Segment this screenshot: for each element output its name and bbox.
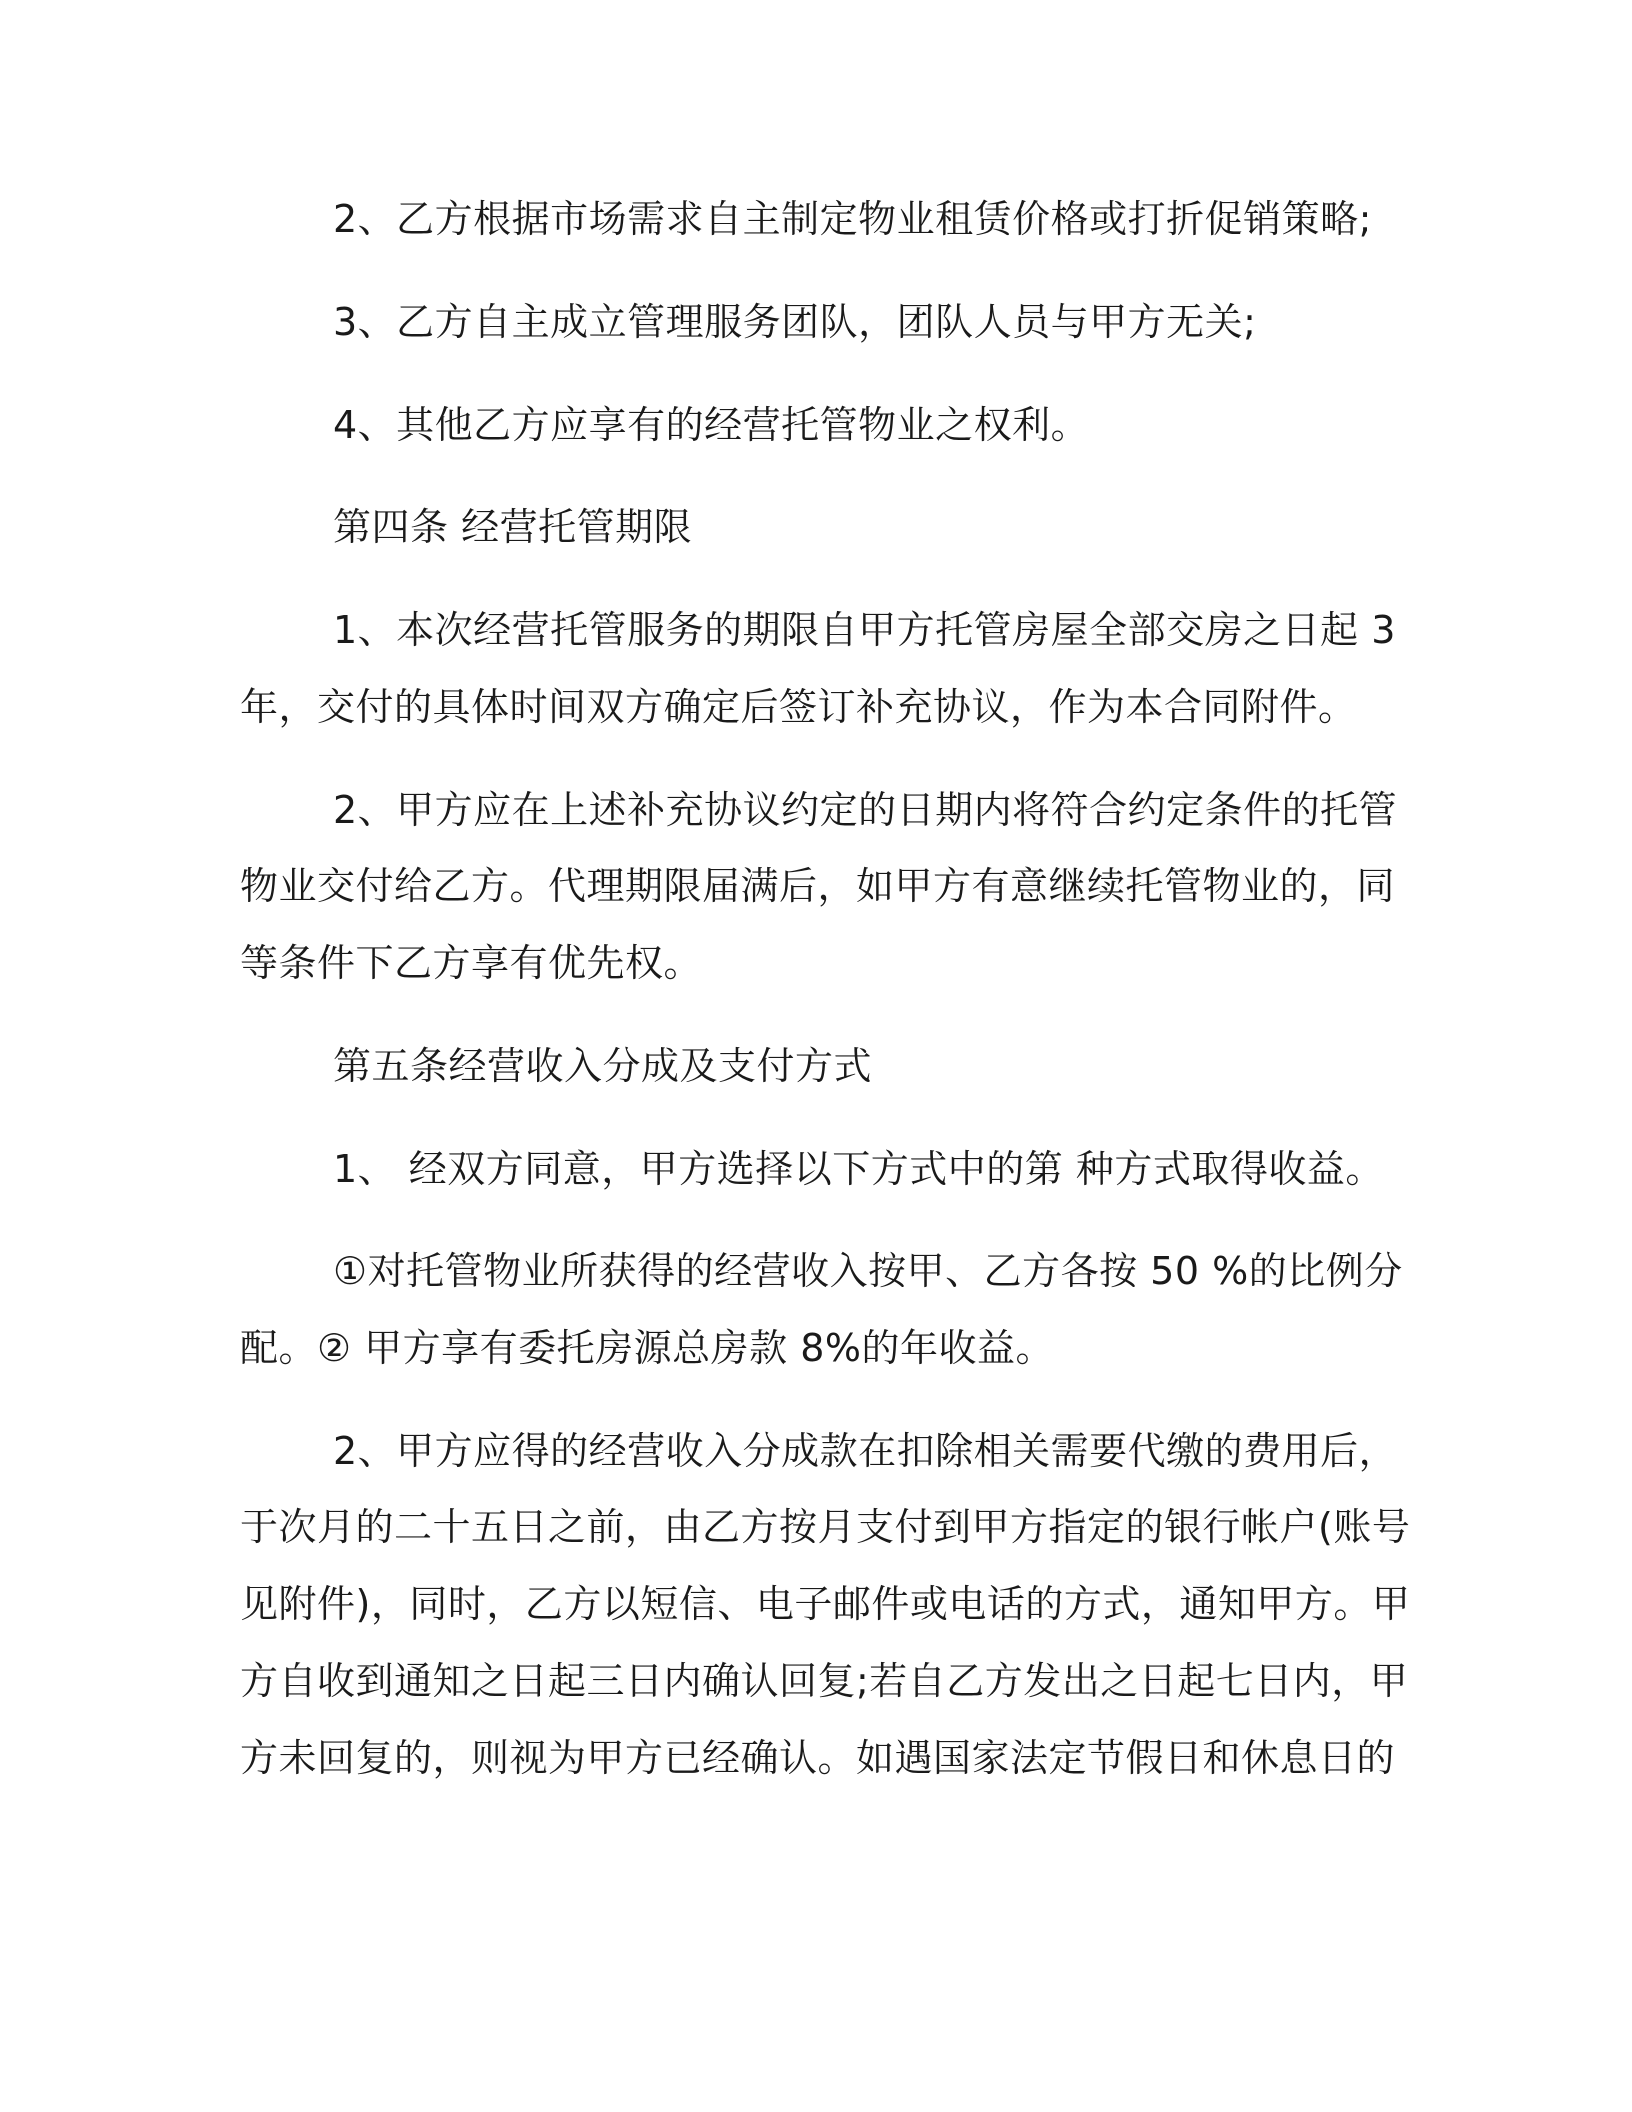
article-5-heading: 第五条经营收入分成及支付方式 [333,1044,873,1088]
clause-3-item-4: 4、其他乙方应享有的经营托管物业之权利。 [333,403,1090,447]
article-5-item-2-line-3: 见附件)，同时，乙方以短信、电子邮件或电话的方式，通知甲方。甲 [240,1582,1411,1626]
article-5-item-2-line-1: 2、甲方应得的经营收入分成款在扣除相关需要代缴的费用后， [333,1429,1398,1473]
article-4-item-2-line-3: 等条件下乙方享有优先权。 [240,941,703,985]
article-4-item-2-line-1: 2、甲方应在上述补充协议约定的日期内将符合约定条件的托管 [333,788,1398,832]
clause-3-item-2: 2、乙方根据市场需求自主制定物业租赁价格或打折促销策略; [333,197,1372,241]
article-4-heading: 第四条 经营托管期限 [333,505,693,549]
article-4-item-2-line-2: 物业交付给乙方。代理期限届满后，如甲方有意继续托管物业的，同 [240,864,1396,908]
article-5-option-line-2: 配。② 甲方享有委托房源总房款 8%的年收益。 [240,1326,1055,1370]
article-4-item-1-line-2: 年，交付的具体时间双方确定后签订补充协议，作为本合同附件。 [240,685,1357,729]
article-4-item-1-line-1: 1、本次经营托管服务的期限自甲方托管房屋全部交房之日起 3 [333,608,1396,652]
article-5-item-2-line-5: 方未回复的，则视为甲方已经确认。如遇国家法定节假日和休息日的 [240,1736,1396,1780]
article-5-item-1: 1、 经双方同意，甲方选择以下方式中的第 种方式取得收益。 [333,1147,1384,1191]
article-5-item-2-line-4: 方自收到通知之日起三日内确认回复;若自乙方发出之日起七日内，甲 [240,1659,1409,1703]
article-5-item-2-line-2: 于次月的二十五日之前，由乙方按月支付到甲方指定的银行帐户(账号 [240,1505,1411,1549]
article-5-option-line-1: ①对托管物业所获得的经营收入按甲、乙方各按 50 %的比例分 [333,1249,1403,1293]
clause-3-item-3: 3、乙方自主成立管理服务团队，团队人员与甲方无关; [333,300,1257,344]
